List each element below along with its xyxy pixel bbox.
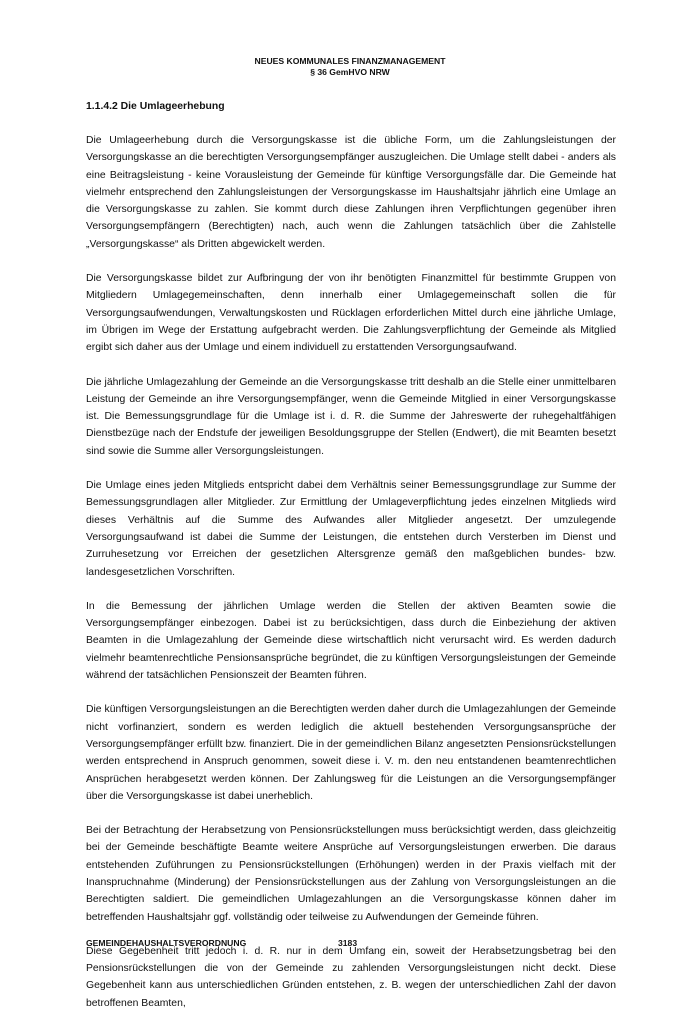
page-content (86, 100, 616, 1029)
page-header (0, 56, 700, 78)
page-number: 3183 (338, 938, 358, 948)
footer-title: GEMEINDEHAUSHALTSVERORDNUNG (86, 938, 247, 948)
paragraph-2: Die Versorgungskasse bildet zur Aufbringung der von ihr benötigten Finanzmittel für bestimmte Gruppen von Mitgliedern Umlagegemeinschaften, denn innerhalb einer Umlagegemeinschaft sollen die für Versorgungsaufwendungen, Verwaltungskosten und Rücklagen erforderlichen Mittel durch eine jährliche Umlage, im Übrigen im Wege der Erstattung aufgebracht werden. Die Zahlungsverpflichtung der Gemeinde als Mitglied ergibt sich daher aus der Umlage und einem individuell zu erstattenden Versorgungsaufwand. (86, 273, 616, 354)
paragraph-5: In die Bemessung der jährlichen Umlage werden die Stellen der aktiven Beamten sowie die Versorgungsempfänger einbezogen. Dabei ist zu berücksichtigen, dass durch die Einbeziehung der aktiven Beamten in die Umlagezahlung der Gemeinde diese wirtschaftlich nicht verursacht wird. Es werden dadurch vielmehr beamtenrechtliche Pensionsansprüche begründet, die zu künftigen Versorgungsleistungen der Gemeinde während der tatsächlichen Pensionszeit der Beamten führen. (86, 600, 616, 682)
paragraph-6: Die künftigen Versorgungsleistungen an die Berechtigten werden daher durch die Umlagezahlungen der Gemeinde nicht vorfinanziert, sondern es werden lediglich die aktuell bestehenden Versorgungsansprüche der Versorgungsempfänger erfüllt bzw. finanziert. Die in der gemeindlichen Bilanz angesetzten Pensionsrückstellungen werden entsprechend in Anspruch genommen, soweit diese i. V. m. den neu entstandenen beamtenrechtlichen Ansprüchen herabgesetzt werden können. Der Zahlungsweg für die Leistungen an die Versorgungsempfänger über die Versorgungskasse ist dabei unerheblich. (86, 704, 616, 802)
paragraph-7: Bei der Betrachtung der Herabsetzung von Pensionsrückstellungen muss berücksichtigt werden, dass gleichzeitig bei der Gemeinde beschäftigte Beamte weitere Ansprüche auf Versorgungsleistungen erwerben. Die daraus entstehenden Zuführungen zu Pensionsrückstellungen (Erhöhungen) werden in der Praxis vielfach mit der Inanspruchnahme (Minderung) der Pensionsrückstellungen aus der Zahlung von Versorgungsleistungen an die Berechtigten saldiert. Die gemeindlichen Umlagezahlungen an die Versorgungskasse können daher im betreffenden Haushaltsjahr ggf. vollständig oder teilweise zu Aufwendungen der Gemeinde führen. (86, 825, 616, 923)
paragraph-1: Die Umlageerhebung durch die Versorgungskasse ist die übliche Form, um die Zahlungsleistungen der Versorgungskasse an die berechtigten Versorgungsempfänger auszugleichen. Die Umlage stellt dabei - anders als eine Beitragsleistung - keine Vorausleistung der Gemeinde für künftige Versorgungsfälle dar. Die Gemeinde hat vielmehr entsprechend den Zahlungsleistungen der Versorgungskasse im Haushaltsjahr jährlich eine Umlage an die Versorgungskasse zu zahlen. Sie kommt durch diese Zahlungen ihren Verpflichtungen gegenüber ihren Versorgungsempfängern (Berechtigten) nach, auch wenn die Zahlungen tatsächlich über die Zahlstelle „Versorgungskasse“ als Dritten abgewickelt werden. (86, 135, 616, 250)
section-heading: 1.1.4.2 Die Umlageerhebung (86, 101, 225, 112)
document-title: NEUES KOMMUNALES FINANZMANAGEMENT (254, 56, 446, 66)
paragraph-8: Diese Gegebenheit tritt jedoch i. d. R. nur in dem Umfang ein, soweit der Herabsetzungsbetrag bei den Pensionsrückstellungen die von der Gemeinde zu zahlenden Versorgungsleistungen nicht deckt. Diese Gegebenheit kann aus unterschiedlichen Gründen entstehen, z. B. wegen der unterschiedlichen Zahl der davon betroffenen Beamten, (86, 945, 616, 1009)
paragraph-4: Die Umlage eines jeden Mitglieds entspricht dabei dem Verhältnis seiner Bemessungsgrundlage zur Summe der Bemessungsgrundlagen aller Mitglieder. Zur Ermittlung der Umlageverpflichtung jedes einzelnen Mitglieds wird dieses Verhältnis auf die Summe des Aufwandes aller Mitglieder angesetzt. Der umzulegende Versorgungsaufwand ist dabei die Summe der Leistungen, die entstehen durch Versterben im Dienst und Zurruhesetzung vor Erreichen der gesetzlichen Altersgrenze gemäß den maßgeblichen bundes- bzw. landesgesetzlichen Vorschriften. (86, 480, 616, 578)
page-footer (86, 937, 616, 949)
document-subtitle: § 36 GemHVO NRW (310, 67, 390, 77)
paragraph-3: Die jährliche Umlagezahlung der Gemeinde an die Versorgungskasse tritt deshalb an die Stelle einer unmittelbaren Leistung der Gemeinde an ihre Versorgungsempfänger, wenn die Gemeinde Mitglied in einer Versorgungskasse ist. Die Bemessungsgrundlage für die Umlage ist i. d. R. die Summe der Jahreswerte der ruhegehaltfähigen Dienstbezüge nach der Endstufe der jeweiligen Besoldungsgruppe der Stellen (Endwert), die mit Beamten besetzt sind sowie die Summe aller Versorgungsleistungen. (86, 376, 616, 457)
